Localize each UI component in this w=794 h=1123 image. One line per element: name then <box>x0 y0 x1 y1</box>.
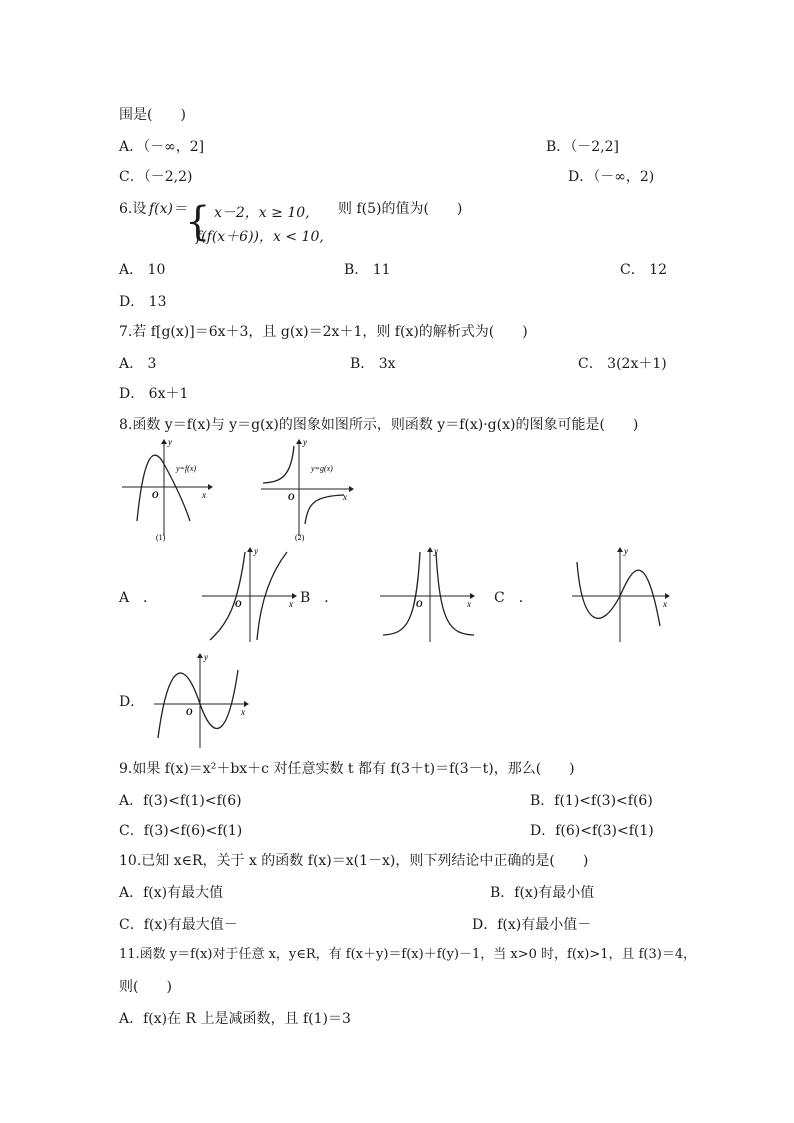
q8-option-d-graph <box>152 650 257 750</box>
fig1-origin: O <box>152 490 159 500</box>
fig1-axis-x: x <box>202 490 206 500</box>
q7-option-d: D． 6x＋1 <box>119 386 189 402</box>
q7-option-c: C． 3(2x＋1) <box>578 356 667 372</box>
q6-case-2: f(f(x＋6))，x < 10, <box>196 229 324 245</box>
q6-option-b: B． 11 <box>344 262 391 278</box>
q9-stem: 9.如果 f(x)＝x²＋bx＋c 对任意实数 t 都有 f(3＋t)＝f(3－t)，那么( ) <box>119 761 575 777</box>
q9-option-b: B．f(1)<f(3)<f(6) <box>530 793 653 809</box>
fig2-curve-label: y=g(x) <box>311 464 333 473</box>
q8-option-d-label: D． <box>119 694 145 710</box>
fig1-curve-label: y=f(x) <box>176 464 197 473</box>
q6-case-1: x－2，x ≥ 10, <box>214 205 310 221</box>
q7-stem: 7.若 f[g(x)]＝6x＋3，且 g(x)＝2x＋1，则 f(x)的解析式为( ) <box>119 324 528 340</box>
q8-option-c-label: C ． <box>494 590 533 606</box>
q5-option-b: B．（－2,2] <box>546 139 620 155</box>
fig2-origin: O <box>288 492 295 502</box>
q9-option-c: C．f(3)<f(6)<f(1) <box>119 823 243 839</box>
figure-2-gx <box>258 436 358 546</box>
q8-option-a-graph <box>200 544 300 644</box>
opt-c-axis-x: x <box>663 599 667 609</box>
opt-a-origin: O <box>235 599 242 609</box>
fig2-caption: (2) <box>295 533 305 542</box>
q11-stem-line1: 11.函数 y＝f(x)对于任意 x，y∈R，有 f(x＋y)＝f(x)＋f(y)－1，当 x>0 时，f(x)>1，且 f(3)＝4， <box>119 947 697 962</box>
fig1-caption: (1) <box>156 533 166 542</box>
q11-stem-line2: 则( ) <box>119 979 172 995</box>
fig2-axis-x: x <box>343 492 347 502</box>
q6-suffix: 则 f(5)的值为( ) <box>338 201 463 217</box>
q10-option-d: D．f(x)有最小值－ <box>472 917 592 933</box>
figure-1-fx <box>120 436 215 546</box>
fig2-axis-y: y <box>303 437 307 447</box>
q5-option-d: D．（－∞，2) <box>568 169 655 185</box>
q10-stem: 10.已知 x∈R，关于 x 的函数 f(x)＝x(1－x)，则下列结论中正确的是( ) <box>119 853 589 869</box>
q6-option-a: A． 10 <box>119 262 166 278</box>
q9-option-d: D．f(6)<f(3)<f(1) <box>530 823 654 839</box>
opt-b-axis-y: y <box>434 546 438 556</box>
q8-stem: 8.函数 y＝f(x)与 y＝g(x)的图象如图所示，则函数 y＝f(x)·g(x)的图象可能是( ) <box>119 417 639 433</box>
q10-option-b: B．f(x)有最小值 <box>490 885 595 901</box>
opt-c-axis-y: y <box>624 546 628 556</box>
q10-option-c: C．f(x)有最大值－ <box>119 917 238 933</box>
opt-d-axis-y: y <box>204 652 208 662</box>
q8-option-b-graph <box>378 544 478 644</box>
fig1-axis-y: y <box>168 437 172 447</box>
q5-option-c: C．（－2,2) <box>119 169 193 185</box>
q8-option-a-label: A ． <box>119 590 158 606</box>
q5-stem-tail: 围是( ) <box>119 107 186 123</box>
q6-option-d: D． 13 <box>119 294 167 310</box>
opt-b-axis-x: x <box>467 599 471 609</box>
q7-option-a: A． 3 <box>119 356 157 372</box>
opt-a-axis-x: x <box>289 599 293 609</box>
opt-d-axis-x: x <box>241 707 245 717</box>
q9-option-a: A．f(3)<f(1)<f(6) <box>119 793 242 809</box>
q6-option-c: C． 12 <box>620 262 667 278</box>
q8-option-c-graph <box>570 544 675 644</box>
q8-option-b-label: B ． <box>300 590 339 606</box>
q6-prefix: 6.设 <box>119 201 147 217</box>
q7-option-b: B． 3x <box>350 356 396 372</box>
opt-a-axis-y: y <box>254 546 258 556</box>
q5-option-a: A．（－∞，2] <box>119 139 205 155</box>
q10-option-a: A．f(x)有最大值 <box>119 885 224 901</box>
q6-brace: { <box>185 199 211 245</box>
opt-d-origin: O <box>186 707 193 717</box>
q6-fx: f(x)＝ <box>149 201 188 217</box>
opt-b-origin: O <box>416 599 423 609</box>
q11-option-a: A．f(x)在 R 上是减函数，且 f(1)＝3 <box>119 1011 351 1027</box>
